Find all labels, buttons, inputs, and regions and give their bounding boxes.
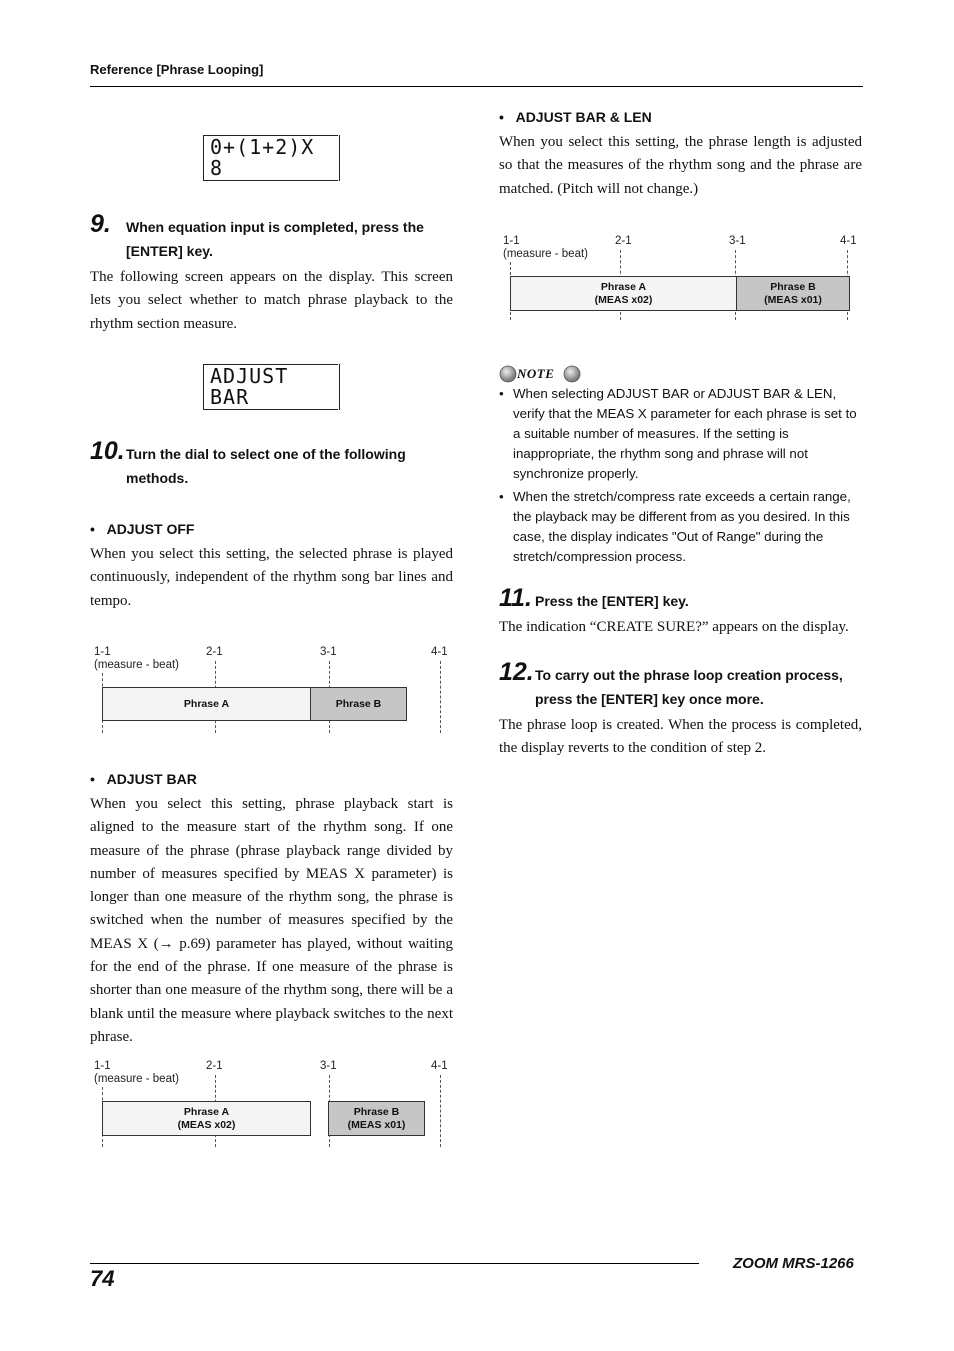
product-name: ZOOM MRS-1266	[733, 1255, 854, 1272]
note-item: • When the stretch/compress rate exceeds a certain range, the playback may be different from as you desired. In this case, the display indicates "Out of Range" during the stretch/compression process.	[499, 487, 863, 567]
tick-label-3: 3-1	[320, 1060, 337, 1072]
diagram-adjust-off	[90, 645, 460, 740]
note-item-text: When the stretch/compress rate exceeds a certain range, the playback may be different from as you desired. In this case, the display indicates "Out of Range" during the stretch/compression process.	[513, 489, 851, 564]
lcd-display-adjust	[203, 364, 338, 410]
step-10-number: 10.	[90, 437, 125, 465]
axis-subtitle: (measure - beat)	[503, 248, 589, 260]
step-12-title-line1: To carry out the phrase loop creation process,	[535, 667, 843, 683]
phrase-b-block: Phrase B (MEAS x01)	[328, 1101, 425, 1136]
step-9-title-line1: When equation input is completed, press the	[126, 219, 424, 235]
step-11-title: Press the [ENTER] key.	[535, 593, 689, 609]
step-10-title-line1: Turn the dial to select one of the following	[126, 446, 406, 462]
tick-label-4: 4-1	[431, 646, 448, 658]
step-9-title-line2: [ENTER] key.	[126, 243, 213, 259]
adjust-bar-len-body: When you select this setting, the phrase length is adjusted so that the measures of the rhythm song and the phrase are matched. (Pitch will not change.)	[499, 134, 862, 197]
diagram-adjust-bar	[90, 1059, 460, 1154]
step-9-title	[126, 215, 456, 263]
step-12-title-line2: press the [ENTER] key once more.	[535, 691, 764, 707]
step-12-number: 12.	[499, 658, 534, 686]
step-9-body: The following screen appears on the display. This screen lets you select whether to match phrase playback to the rhythm section measure.	[90, 269, 453, 332]
note-label-text: NOTE	[517, 366, 555, 381]
tick-label-4: 4-1	[431, 1060, 448, 1072]
tick-label-2: 2-1	[206, 646, 223, 658]
tick-label-1: 1-1	[94, 1060, 111, 1072]
note-list	[499, 384, 863, 567]
diagram-adjust-bar-len	[499, 234, 869, 329]
lcd-line-2: 8	[210, 156, 224, 180]
footer-rule	[90, 1263, 699, 1264]
step-11-body: The indication “CREATE SURE?” appears on the display.	[499, 619, 849, 635]
phrase-a-block: Phrase A (MEAS x02)	[510, 276, 737, 311]
adjust-bar-body: When you select this setting, phrase playback start is aligned to the measure start of the rhythm song. If one measure of the phrase (phrase playback range divided by number of measures specified by MEAS X parameter) is longer than one measure of the rhythm song, the phrase is switched when the number of measures specified by the MEAS X (→ p.69) parameter has played, without waiting for the end of the phrase. If one measure of the phrase is shorter than one measure of the rhythm song, there will be a blank until the measure where playback switches to the next phrase.	[90, 796, 453, 1045]
step-10-title	[126, 442, 456, 490]
axis-subtitle: (measure - beat)	[94, 1073, 180, 1085]
step-12-title	[535, 663, 865, 711]
page-number: 74	[90, 1266, 115, 1291]
lcd-line-1: ADJUST	[210, 364, 289, 388]
running-header: Reference [Phrase Looping]	[90, 62, 264, 77]
note-item-text: When selecting ADJUST BAR or ADJUST BAR & LEN, verify that the MEAS X parameter for each phrase is set to a suitable number of measures. If the setting is inappropriate, the rhythm song and phrase will not synchronize properly.	[513, 386, 857, 481]
lcd-display-equation	[203, 135, 338, 181]
tick-label-3: 3-1	[320, 646, 337, 658]
tick-label-4: 4-1	[840, 235, 857, 247]
measure-line-4	[440, 661, 441, 733]
note-label	[499, 364, 583, 384]
step-11-number: 11.	[499, 584, 532, 612]
measure-line-4	[440, 1075, 441, 1147]
phrase-b-block: Phrase B	[310, 687, 407, 721]
note-item: • When selecting ADJUST BAR or ADJUST BAR & LEN, verify that the MEAS X parameter for each phrase is set to a suitable number of measures. If the setting is inappropriate, the rhythm song and phrase will not synchronize properly.	[499, 384, 863, 484]
adjust-bar-heading: • ADJUST BAR	[90, 771, 197, 787]
axis-subtitle: (measure - beat)	[94, 659, 180, 671]
phrase-a-block: Phrase A	[102, 687, 311, 721]
phrase-a-block: Phrase A (MEAS x02)	[102, 1101, 311, 1136]
tick-label-2: 2-1	[206, 1060, 223, 1072]
phrase-b-block: Phrase B (MEAS x01)	[736, 276, 850, 311]
step-9-number: 9.	[90, 210, 111, 238]
tick-label-2: 2-1	[615, 235, 632, 247]
lcd-line-1: 0+(1+2)X	[210, 135, 315, 159]
adjust-bar-len-heading: • ADJUST BAR & LEN	[499, 109, 652, 125]
adjust-off-heading: • ADJUST OFF	[90, 521, 195, 537]
tick-label-1: 1-1	[94, 646, 111, 658]
tick-label-3: 3-1	[729, 235, 746, 247]
step-10-title-line2: methods.	[126, 470, 189, 486]
lcd-line-2: BAR	[210, 385, 250, 409]
adjust-off-body: When you select this setting, the selected phrase is played continuously, independent of the rhythm song bar lines and tempo.	[90, 546, 453, 609]
tick-label-1: 1-1	[503, 235, 520, 247]
header-rule	[90, 86, 863, 87]
step-12-body: The phrase loop is created. When the process is completed, the display reverts to the condition of step 2.	[499, 717, 862, 757]
